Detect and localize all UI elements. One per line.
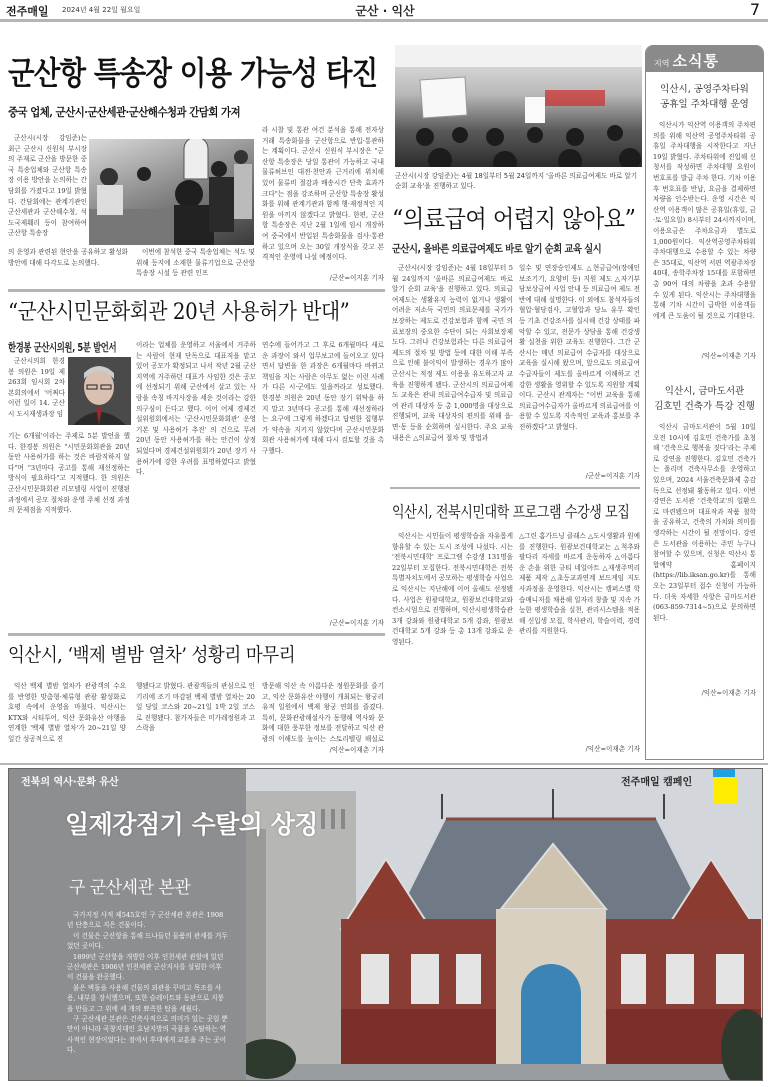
headline-medical: “의료급여 어렵지 않아요” xyxy=(392,205,636,233)
byline-train: /익산=이재춘 기자 xyxy=(329,746,384,754)
article-college-col2: △그린 홈가드닝 클래스 △도시생활과 원예를 진행한다. 원광보건대학교는 △척추와 팔다리 자세를 바르게 운동하자 △아름다운 손을 위한 규티 네일아트 △재생주먹리 제품 제작 △초등교과연계 보드게임 지도사과정을 운영한다. 익산시는 캠퍼스별 학습매니저를 채용해 일자리 창출 및 지속 가능한 평생학습을 실천, 관리시스템을 적용해 신입생 모집, 학사관리, 학습이력, 경력관리를 지원한다. xyxy=(519,532,640,636)
header-divider xyxy=(0,19,768,22)
headline-train: 익산시, ‘백제 별밤 열차’ 성황리 마무리 xyxy=(8,644,296,666)
article-medical-col1: 군산시(시장 강임준)는 4월 18일부터 5월 24일까지 '올바른 의료급여제도 바로 알기 순회 교육'을 진행하고 있다. 의료급여제도는 생활유지 능력이 없거나 생활이 어려운 저소득 국민의 의료문제를 국가가 보장하는 제도로 건강보험과 함께 국민 의료보장의 중요한 수단이 되는 사회보장제도다. 그러나 건강보험과는 다른 의료급여제도의 절차 및 방법 등에 대한 이해 부족으로 인해 불이익이 발생하는 경우가 많아 군산시는 적정 제도 이용을 유도하고자 교육을 진행하게 됐다. 군산시의 의료급여제도 교육은 관내 의료급여수급자 및 의료급여 관리 대상자 등 총 1,000명을 대상으로 진행되며, 교육 대상자의 편의를 위해 읍·면·동 등을 순회하며 실시한다. 주요 교육 내용은 △의료급여 절차 및 방법과 xyxy=(392,264,513,442)
title-line: 익산시, 공영주차타워 xyxy=(660,84,749,95)
divider xyxy=(390,487,640,489)
campaign-label: 전주매일 캠페인 xyxy=(621,777,693,788)
feature-body xyxy=(67,910,229,1056)
article-hall-col1: 기는 6개월'이라는 주제로 5분 발언을 했다. 한경봉 의원은 "시민문화회관을 20년 동안 사용허가를 하는 것은 바람직하지 않다"며 "3년마다 공고를 통해 재선정하는 방식이 필요하다"고 지적했다. 한 의원은 군산시민문화회관 리모델링 사업이 진행된 과정에서 공모 절차와 운영 주체 선정 과정의 문제점을 지적했다. xyxy=(8,432,130,515)
article-hall-col1-side: 군산시의회 한경봉 의원은 19일 제263회 임시회 2차 본회의에서 '어쩌다 이런 일이 14. 군산시 도시재생과장 임 xyxy=(8,357,65,418)
feature-paragraph: 구 군산세관 본관은 건축사적으로 의미가 있는 곳일 뿐만이 아니라 곡창지대인 호남지방의 곡물을 수탈하는 역사적인 현장이었다는 점에서 후대에게 교훈을 주는 곳이다. xyxy=(67,1015,228,1055)
article-hall-col3: 연수에 들어가고 그 후로 6개월마다 새로운 과장이 와서 업무보고에 들어오고 있다면서 답변을 한 과장은 6개월마다 바뀌고 책임을 지는 사람은 아무도 없는 이런 사례가 다른 시·군에도 있을까라고 성토했다. 한경봉 의원은 20년 동안 장기 위탁을 하지 말고 3년마다 공고를 통해 재선정하라는 요구에 그렇게 하겠다고 답변한 집행부가 약속을 지키지 않았다며 군산시민문화회관 사용허가에 대해 다시 검토할 것을 촉구했다. xyxy=(262,341,384,455)
headline-port: 군산항 특송장 이용 가능성 타진 xyxy=(8,54,378,92)
article-port-col1-bottom: 의 운영과 관련된 현안을 공유하고 활성화 방안에 대해 다각도로 논의했다. xyxy=(8,248,128,267)
sidebar-item-title xyxy=(646,82,763,112)
byline-medical: /군산=이지훈 기자 xyxy=(585,472,640,480)
divider xyxy=(8,289,385,292)
subheadline-port: 중국 업체, 군산시·군산세관·군산해수청과 간담회 가져 xyxy=(8,105,241,119)
sidebar-item-body: 익산시가 익산역 이용객의 주차편의를 위해 익산역 공영주차타워 공휴일 주차대행을 시작한다고 지난 19일 밝혔다. 주차타워에 진입해 신청서를 작성하면 주차대행 요원이 번호표를 발급 주차 한다. 기차 이용 후 번호표를 반납, 요금을 결제하면 차량을 인수받는다. 운영 시간은 익산역 이용객이 많은 공휴일(휴일, 금·토·일요일) 8시부터 24시까지이며, 이용요금은 주차요금과 별도로 1,000원이다. 익산역공영주차타워 주차대행으로 수용할 수 있는 차량은 35대로, 익산역 서편 역광주차장 40대, 송학주차장 15대를 포함하면 총 90여 대의 차량을 초과 수용할 수 있게 된다. 익산시는 주차대행을 통해 기차 시간이 급박한 이용객들에게 큰 도움이 될 것으로 기대한다. xyxy=(653,121,756,320)
byline-college: /익산=이재춘 기자 xyxy=(585,745,640,753)
article-port-col1: 군산시(시장 강임준)는 최근 군산시 신원식 부시장의 주재로 군산을 방문한 중국 특송업체와 군산항 특송장 이용 방안을 논의하는 간담회를 가졌다고 19일 밝혔다. 간담회에는 관계기관인 군산세관과 군산해수청, 석도국제훼리 등이 참여하여 군산항 특송장 xyxy=(8,134,87,238)
headline-hall: “군산시민문화회관 20년 사용허가 반대” xyxy=(8,300,350,325)
title-line: 김호민 건축가 특강 진행 xyxy=(654,401,755,412)
feature-paragraph: 붉은 벽돌을 사용해 건물의 외관을 꾸미고 목조를 사용, 내부를 장식했으며, 또한 슬레이트와 동판으로 지붕을 만들고 그 위에 세 개의 뾰족한 탑을 세웠다. xyxy=(67,983,224,1013)
article-medical-col2: 일수 및 연장승인제도 △현금급여(장애인보조기기, 요양비 등) 지원 제도 △자기부담보상금여 사업 안내 등 의료급여 제도 전반에 대해 설명한다. 이 외에도 참석자들의 혈압·혈당검사, 고혈압과 당뇨 유무 확인 등 기초 건강조사를 실시해 건강 상태를 파악할 수 있고, 전문가 상담을 통해 건강생활 실천을 위한 교육도 진행한다. 그간 군산시는 매년 의료급여 수급자를 대상으로 교육을 실시해 왔으며, 앞으로도 의료급여 수급자들이 제도를 올바르게 이해하고 건강한 생활을 영위할 수 있도록 지원할 계획이다. 군산시 관계자는 "이번 교육을 통해 의료급여수급자가 올바르게 의료급여를 이용할 수 있도록 지속적인 교육과 홍보를 추진하겠다"고 밝혔다. xyxy=(519,264,640,431)
headline-college: 익산시, 전북시민대학 프로그램 수강생 모집 xyxy=(392,503,630,521)
article-train-col3: 방문해 익산 속 아름다운 정원문화를 즐기고, 익산 문화유산 야행이 개최되는 왕궁리유적 일원에서 백제 왕궁 연회를 즐겼다. 특히, 문화관광해설사가 동행해 역사와 문화에 대한 풍부한 정보를 전달하고 익산 관광의 이해도를 높이는 스토리텔링 해설로 xyxy=(262,682,384,743)
feature-paragraph: 1899년 군산항을 개방한 이후 인천세관 관할에 있던 군산세관은 1906년 인천세관 군산지사를 설립한 이후 이 건물을 완공했다. xyxy=(67,952,224,982)
title-line: 공휴일 주차대행 운영 xyxy=(660,99,749,110)
feature-heritage xyxy=(8,768,763,1081)
photo-customs-house xyxy=(246,769,763,1081)
photo-education-session xyxy=(395,45,642,167)
newspaper-logo: 전주매일 xyxy=(6,5,49,18)
feature-headline: 일제강점기 수탈의 상징 xyxy=(65,810,318,839)
subheadline-medical: 군산시, 올바른 의료급여제도 바로 알기 순회 교육 실시 xyxy=(392,243,602,255)
sidebar-local-news xyxy=(645,45,764,760)
section-title: 군산 · 익산 xyxy=(355,4,415,18)
feature-series-label: 전북의 역사·문화 유산 xyxy=(21,777,119,788)
article-train-col1: 익산 백제 별밤 열차가 관광객의 수요를 반영한 맞춤형·체류형 관광 활성화로 호평 속에서 운영을 마쳤다. 익산시는 KTX와 시티투어, 익산 문화유산 야행을 연계한 '백제 별밤 열차'가 20~21일 양일간 성공적으로 진 xyxy=(8,682,126,743)
article-port-col2: 이번에 참석한 중국 특송업체는 석도 및 위해 등지에 소재한 물류기업으로 군산항 특송장 시설 등 관련 인프 xyxy=(136,248,255,278)
sidebar-header xyxy=(646,46,763,72)
sidebar-label-small: 지역 xyxy=(654,59,670,68)
sidebar-item-byline: /익산=이재춘 기자 xyxy=(701,352,756,360)
issue-date: 2024년 4월 22일 월요일 xyxy=(62,6,141,14)
subheadline-hall: 한경봉 군산시의원, 5분 발언서 xyxy=(8,341,117,354)
title-line: 익산시, 금마도서관 xyxy=(664,386,745,397)
divider xyxy=(8,633,385,636)
article-port-col3: 라 시찰 및 통관 여건 분석을 통해 전자상거래 특송화물을 군산항으로 반입·통관하는 계획이다. 군산시 신원식 부시장은 "군산항 특송장은 당일 통관이 가능하고 국내 물류허브인 대전·천안과 근거리에 위치해있어 물류비 절감과 배송시간 단축 효과가 크다"는 점을 강조하며 군산항 특송장 활성화를 위해 관계기관과 함께 행·재정적인 지원을 아끼지 않겠다고 밝혔다. 한편, 군산항 특송장은 지난 2월 1일에 임시 개장하여 중국에서 반입된 특송화물을 검사·통관하고 있으며 오는 30일 개장식을 갖고 본격적인 운영에 나설 예정이다. xyxy=(262,126,384,262)
sidebar-item-body: 익산시 금마도서관이 5월 10일 오전 10시에 김호민 건축가를 초청해 '건축으로 행복을 짓다'라는 주제로 강연을 진행한다. 김호민 건축가는 폴리머 건축사무소를 운영하고 있으며, 2024 서울건축문화제 총감독으로 선정돼 활동하고 있다. 이번 강연은 도서관 '건축학교'의 일환으로 마련됐으며 대표작과 작품 철학을 공유하고, 건축의 가치와 의미를 생각하는 시간이 될 전망이다. 강연은 도서관을 이용하는 주민 누구나 참여할 수 있으며, 신청은 익산시 통합예약 홈페이지(https://lib.iksan.go.kr)를 통해 오는 23일부터 접수 신청이 가능하다. 더욱 자세한 사항은 금마도서관(063-859-7314~5)으로 문의하면 된다. xyxy=(653,423,756,622)
sidebar-item-title xyxy=(646,384,763,414)
feature-paragraph: 국가지정 사적 제545호인 구 군산세관 본관은 1908년 단층으로 지은 건물이다. xyxy=(67,911,224,930)
article-hall-col2: 이라는 업체를 운영하고 서울에서 거주하는 사람이 현재 단독으로 대표직을 맡고 있어 공모가 확정되고 나서 작년 2월 군산지역에 거주하던 대표가 사임한 것은 공모에 선정되기 위해 군산에서 살고 있는 사람을 속칭 바지사장을 세운 것이라는 강한 의구심이 든다고 했다. 이어 어제 경제건설위원회에서는 '군산시민문화회관' 운영 기본 및 사용허가 추진' 의 건으로 무려 20년 동안 사용허가를 하는 안건이 상정되었다며 경제건설위원회가 20년 장기 사용허가에 강한 우려를 표명하였다고 밝혔다. xyxy=(136,341,256,477)
photo-councillor xyxy=(68,357,131,425)
article-train-col2: 행됐다고 밝혔다. 관광객들의 관심으로 인기리에 조기 마감된 백제 별밤 열차는 20일 당일 코스와 20~21일 1박 2일 코스로 진행됐다. 참가자들은 미가레정원과 고스락을 xyxy=(136,682,255,733)
byline-hall: /군산=이지훈 기자 xyxy=(329,619,384,627)
sidebar-item-byline: /익산=이재춘 기자 xyxy=(701,689,756,697)
campaign-yellow-block xyxy=(713,777,738,804)
article-college-col1: 익산시는 시민들이 평생학습을 자유롭게 향유할 수 있는 도시 조성에 나섰다. 시는 '전북시민대학' 프로그램 수강생 131명을 22일부터 모집한다. 전북시민대학은 전북특별자치도에서 공모하는 평생학습 사업으로 익산시는 지난해에 이어 올해도 선정됐다. 사업은 원광대학교, 원광보건대학교와 컨소시엄으로 진행하며, 익산시평생학습관 3개 강좌와 원광대학교 5개 강좌, 원광보건대학교 5개 강좌 등 총 13개 강좌로 운영된다. xyxy=(392,532,513,646)
photo-caption-medical: 군산시(시장 강임준)는 4월 18일부터 5월 24일까지 '올바른 의료급여제도 바로 알기 순회 교육'을 진행하고 있다. xyxy=(395,172,638,190)
campaign-blue-block xyxy=(713,768,735,777)
page-number: 7 xyxy=(749,0,760,19)
divider xyxy=(0,763,768,765)
feature-paragraph: 이 건물은 군산항을 통해 드나들던 물품의 관세를 거두었던 곳이다. xyxy=(67,931,228,951)
feature-subtitle: 구 군산세관 본관 xyxy=(69,878,191,898)
sidebar-label: 소식통 xyxy=(672,52,719,70)
byline-port: /군산=이지훈 기자 xyxy=(329,274,384,282)
photo-meeting xyxy=(89,139,254,245)
